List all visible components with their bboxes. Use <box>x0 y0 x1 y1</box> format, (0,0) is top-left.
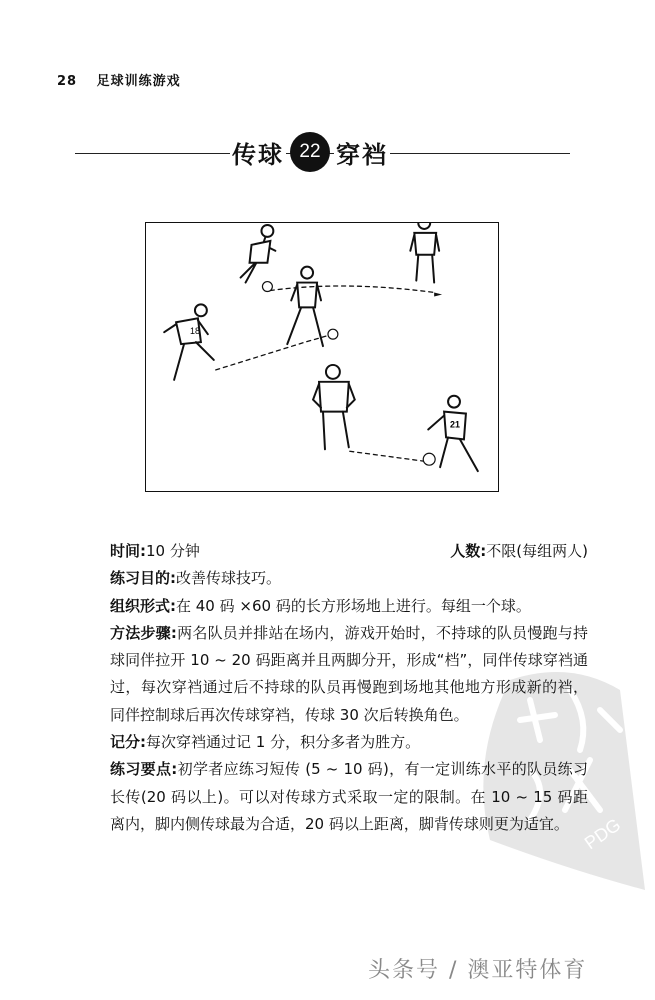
score-value: 每次穿裆通过记 1 分，积分多者为胜方。 <box>146 733 421 752</box>
people-value: 不限(每组两人) <box>486 542 588 560</box>
purpose-value: 改善传球技巧。 <box>176 569 282 588</box>
purpose-label: 练习目的: <box>110 569 176 588</box>
ball-icon <box>423 453 435 465</box>
soccer-balls <box>262 282 435 466</box>
key-points-value: 初学者应练习短传 (5 ~ 10 码)，有一定训练水平的队员练习长传(20 码以上)。可以对传球方式采取一定的限制。在 10 ~ 15 码距离内，脚内侧传球最为合适，20 码以上距离，脚背传球则更为适宜。 <box>110 760 588 833</box>
svg-text:PDG: PDG <box>580 814 625 854</box>
players-illustration <box>146 223 498 491</box>
illustration-field <box>145 222 499 492</box>
ball-icon <box>262 282 272 292</box>
game-description <box>110 538 588 838</box>
player-figure <box>313 365 355 449</box>
people-label: 人数: <box>450 542 487 560</box>
score-label: 记分: <box>110 733 146 752</box>
time-label: 时间: <box>110 542 146 560</box>
organization-label: 组织形式: <box>110 596 176 615</box>
method-value: 两名队员并排站在场内，游戏开始时，不持球的队员慢跑与持球同伴拉开 10 ~ 20 码距离并且两脚分开，形成“档”，同伴传球穿裆通过，每次穿裆通过后不持球的队员再慢跑到场地其他地方形成新的裆，同伴控制球后再次传球穿裆，传球 30 次后转换角色。 <box>110 623 588 724</box>
game-number-badge: 22 <box>290 132 330 172</box>
title-left: 传球 <box>230 135 286 170</box>
player-figure <box>287 267 323 346</box>
player-figure <box>410 223 439 283</box>
player-figure <box>164 304 214 379</box>
jersey-number: 18 <box>189 326 200 337</box>
key-points-label: 练习要点: <box>110 760 178 779</box>
section-title <box>75 132 570 172</box>
book-title: 足球训练游戏 <box>96 74 181 89</box>
player-figure <box>241 225 276 283</box>
page-number: 28 <box>57 74 78 89</box>
pass-path <box>216 334 333 370</box>
ball-icon <box>328 329 338 339</box>
method-label: 方法步骤: <box>110 623 177 642</box>
running-header <box>57 70 181 89</box>
arrow-icon <box>434 292 442 296</box>
watermark: 头条号 / 澳亚特体育 <box>368 958 588 983</box>
title-right: 穿裆 <box>334 135 390 170</box>
jersey-number: 21 <box>450 419 460 430</box>
time-value: 10 分钟 <box>146 542 200 560</box>
pass-path <box>350 451 424 461</box>
organization-value: 在 40 码 ×60 码的长方形场地上进行。每组一个球。 <box>176 596 531 615</box>
